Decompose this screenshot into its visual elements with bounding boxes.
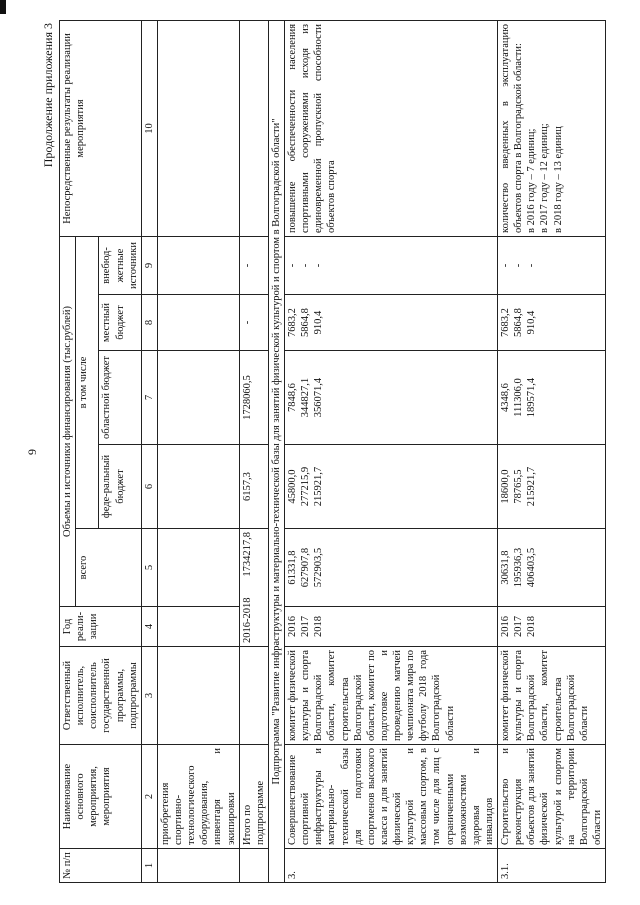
table-row: [285, 20, 498, 882]
row-extra: - - -: [498, 236, 606, 294]
row-total: 30631,8 195936,3 406403,5: [498, 529, 606, 607]
subprogram-title: Подпрограмма "Развитие инфраструктуры и материально-технической базы для занятий физической культурой и спортом в Волгоградской области": [268, 20, 284, 882]
col-number: 1: [141, 849, 157, 883]
subprogram-total-row: [239, 20, 268, 882]
total-local: -: [239, 295, 268, 351]
row-executor: комитет физической культуры и спорта Волгоградской области, комитет строительства Волгоградской области: [498, 647, 606, 745]
col-number: 4: [141, 607, 157, 647]
col-number: 2: [141, 745, 157, 849]
col-number: 10: [141, 20, 157, 236]
col-number: 9: [141, 236, 157, 294]
col-number: 5: [141, 529, 157, 607]
header-federal: феде-ральный бюджет: [99, 445, 141, 529]
total-extra: -: [239, 236, 268, 294]
page-number: 9: [25, 449, 39, 455]
header-funding: Объемы и источники финансирования (тыс.рублей): [60, 236, 76, 606]
header-num: № п/п: [60, 849, 142, 883]
row-years: 2016 2017 2018: [285, 607, 498, 647]
row-extra: - - -: [285, 236, 498, 294]
row-federal: 45800,0 277215,9 215921,7: [285, 445, 498, 529]
header-executor: Ответственный исполнитель, соисполнитель государственной программы, подпрограммы: [60, 647, 142, 745]
row-regional: 7848,6 344827,1 356071,4: [285, 351, 498, 445]
header-regional: областной бюджет: [99, 351, 141, 445]
header-extra: внебюд-жетные источники: [99, 236, 141, 294]
header-event: Наименование основного мероприятия, мероприятия: [60, 745, 142, 849]
rotated-document-page: [25, 17, 615, 887]
header-incl: в том числе: [76, 236, 99, 528]
total-federal: 6157,3: [239, 445, 268, 529]
header-local: местный бюджет: [99, 295, 141, 351]
header-total: всего: [76, 529, 142, 607]
row-num: 3.1.: [498, 849, 606, 883]
funding-table: [59, 20, 606, 883]
row-total: 61331,8 627907,8 572903,5: [285, 529, 498, 607]
row-local: 7683,2 5864,8 910,4: [498, 295, 606, 351]
continuation-row: [157, 20, 239, 882]
appendix-note: Продолжение приложения 3: [41, 23, 55, 168]
continuation-text: приобретения спортивно-технологического оборудования, инвентаря и экипировки: [157, 745, 239, 849]
row-name: Совершенствование спортивной инфраструктуры и материально-технической базы для подготовки спортменов высокого класса и для занятий физической культурой и массовым спортом, в том числе для лиц с ограниченными возможностями здоровья и инвалидов: [285, 745, 498, 849]
row-result: повышение обеспеченности населения спортивными сооружениями исходя из единовременной пропускной способности объектов спорта: [285, 20, 498, 236]
header-year: Год реали-зации: [60, 607, 142, 647]
total-regional: 1728060,5: [239, 351, 268, 445]
row-local: 7683,2 5864,8 910,4: [285, 295, 498, 351]
col-number: 3: [141, 647, 157, 745]
row-regional: 4348,6 111306,0 189571,4: [498, 351, 606, 445]
total-year: 2016-2018: [241, 597, 253, 643]
row-result: количество введенных в эксплуатацию объектов спорта в Волгоградской области: в 2016 году – 7 единиц; в 2017 году – 12 единиц; в 2018 году – 13 единиц: [498, 20, 606, 236]
subprogram-heading-row: [268, 20, 284, 882]
total-label: Итого по подпрограмме: [239, 745, 268, 849]
row-num: 3.: [285, 849, 498, 883]
row-federal: 18600,0 78765,5 215921,7: [498, 445, 606, 529]
header-results: Непосредственные результаты реализации мероприятия: [60, 20, 142, 236]
row-years: 2016 2017 2018: [498, 607, 606, 647]
corner-mark: [0, 0, 6, 14]
row-name: Строительство и реконструкция объектов для занятий физической культурой и спортом на территории Волгоградской области: [498, 745, 606, 849]
col-number: 6: [141, 445, 157, 529]
col-number: 8: [141, 295, 157, 351]
row-executor: комитет физической культуры и спорта Волгоградской области, комитет строительства Волгоградской области, комитет по подготовке и проведению матчей чемпионата мира по футболу 2018 года Волгоградской области: [285, 647, 498, 745]
total-amount: 1734217,8: [241, 532, 253, 577]
table-row: [498, 20, 606, 882]
col-number: 7: [141, 351, 157, 445]
